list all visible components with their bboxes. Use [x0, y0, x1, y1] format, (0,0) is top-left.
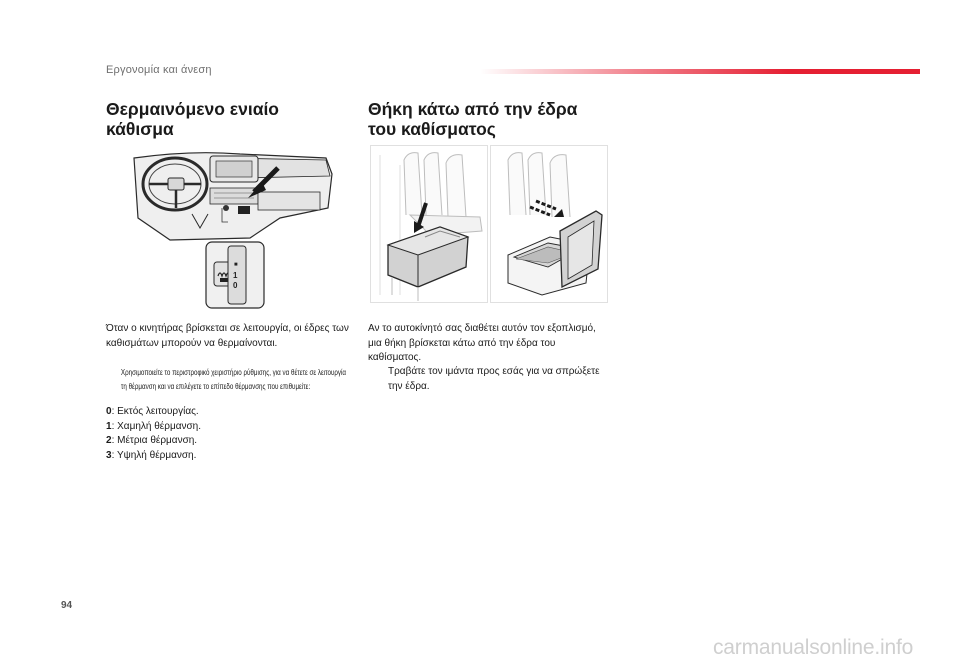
- heated-seat-intro: Όταν ο κινητήρας βρίσκεται σε λειτουργία, οι έδρες των καθισμάτων μπορούν να θερμαίνονται.: [106, 323, 349, 349]
- watermark: carmanualsonline.info: [713, 636, 914, 659]
- heat-level-item: [106, 405, 346, 420]
- heat-level-list: [106, 405, 346, 463]
- header-section-title: Εργονομία και άνεση: [106, 64, 212, 76]
- dashboard-illustration: [130, 148, 335, 244]
- under-seat-storage-title-line1: Θήκη κάτω από την έδρα: [368, 99, 578, 119]
- under-seat-storage-action: [368, 365, 608, 394]
- heat-level-key: 2: [106, 435, 112, 446]
- svg-text:■: ■: [234, 262, 238, 268]
- heat-level-key: 1: [106, 420, 112, 432]
- under-seat-storage-title: [368, 99, 608, 139]
- heat-level-text: : Εκτός λειτουργίας.: [111, 406, 199, 417]
- heat-level-text: : Χαμηλή θέρμανση.: [111, 420, 201, 432]
- heat-level-text: : Μέτρια θέρμανση.: [111, 435, 198, 446]
- heated-seat-title-line2: κάθισμα: [106, 119, 174, 139]
- heated-seat-title-line1: Θερμαινόμενο ενιαίο: [106, 99, 280, 119]
- switch-label-0: 0: [233, 281, 238, 290]
- under-seat-storage-action-text: Τραβάτε τον ιμάντα προς εσάς για να σπρώξετε την έδρα.: [388, 366, 600, 392]
- heat-level-item: [106, 420, 346, 435]
- heat-level-key: 3: [106, 449, 112, 461]
- heated-seat-note-text: Χρησιμοποιείτε το περιστροφικό χειριστήριο ρύθμισης, για να θέτετε σε λειτουργία τη θέρμανση και να επιλέγετε το επίπεδο θέρμανσης που επιθυμείτε:: [120, 368, 347, 391]
- switch-label-1: 1: [233, 271, 238, 280]
- header-accent-bar: [480, 69, 920, 74]
- under-seat-storage-title-line2: του καθίσματος: [368, 119, 496, 139]
- seat-open-illustration: [490, 145, 608, 303]
- page-number: 94: [61, 600, 73, 611]
- heated-seat-note: [110, 366, 355, 394]
- heat-level-item: [106, 434, 346, 449]
- seat-closed-illustration: [370, 145, 488, 303]
- heat-level-text: : Υψηλή θέρμανση.: [111, 449, 197, 461]
- heated-seat-title: [106, 99, 336, 139]
- heat-level-item: [106, 449, 346, 464]
- heated-seat-switch-illustration: [204, 240, 266, 310]
- under-seat-storage-intro: Αν το αυτοκίνητό σας διαθέτει αυτόν τον εξοπλισμό, μια θήκη βρίσκεται κάτω από την έδρα του καθίσματος.: [368, 323, 596, 363]
- heat-level-key: 0: [106, 406, 112, 417]
